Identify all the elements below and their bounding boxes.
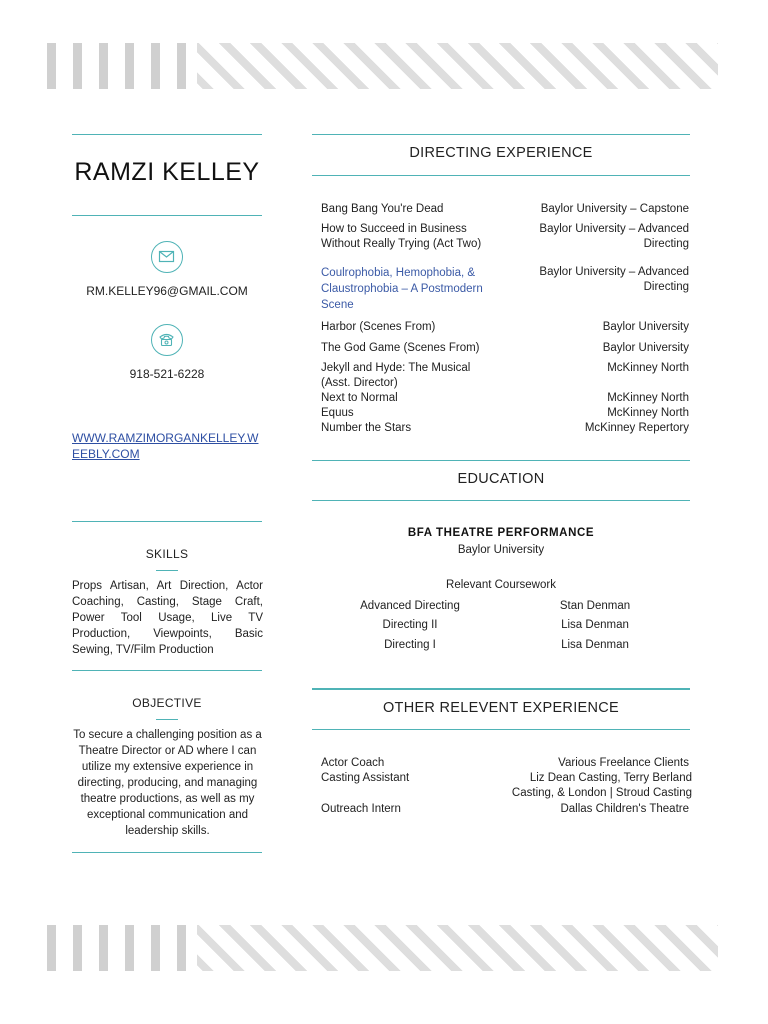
telephone-icon <box>151 324 183 356</box>
divider <box>312 500 690 501</box>
objective-text: To secure a challenging position as a Theatre Director or AD where I can utilize my extensive experience in directing, producing, and managing theatre productions, as well as my exceptional communication and leadership skills. <box>73 729 262 837</box>
experience-org: Liz Dean Casting, Terry Berland Casting, & London | Stroud Casting <box>511 772 692 799</box>
course-name: Directing I <box>384 639 436 651</box>
education-heading: EDUCATION <box>457 471 545 487</box>
divider <box>72 670 262 671</box>
decorative-pattern-top <box>47 43 718 89</box>
directing-venue: McKinney North <box>607 362 689 374</box>
course-instructor: Lisa Denman <box>561 639 629 651</box>
decorative-pattern-bottom <box>47 925 718 971</box>
divider <box>72 134 262 135</box>
course-instructor: Stan Denman <box>559 600 631 612</box>
directing-title: Jekyll and Hyde: The Musical (Asst. Director) <box>321 362 471 389</box>
directing-heading: DIRECTING EXPERIENCE <box>409 145 593 161</box>
course-name: Directing II <box>382 619 438 631</box>
degree: BFA THEATRE PERFORMANCE <box>407 527 595 539</box>
experience-org: Dallas Children's Theatre <box>560 803 689 815</box>
directing-title: How to Succeed in Business Without Really Trying (Act Two) <box>321 223 482 250</box>
directing-venue: McKinney North <box>607 407 689 419</box>
directing-venue: Baylor University <box>602 342 689 354</box>
coursework-heading: Relevant Coursework <box>446 579 556 591</box>
divider <box>72 521 262 522</box>
directing-title: Number the Stars <box>321 422 412 434</box>
divider <box>312 688 690 690</box>
objective-heading: OBJECTIVE <box>132 696 202 710</box>
divider <box>312 175 690 176</box>
divider <box>72 215 262 216</box>
directing-title: Bang Bang You're Dead <box>321 203 444 215</box>
directing-title: Coulrophobia, Hemophobia, & Claustrophobia – A Postmodern Scene <box>321 267 483 311</box>
heading-underline <box>156 570 178 571</box>
email-address[interactable]: RM.KELLEY96@GMAIL.COM <box>86 284 248 298</box>
directing-venue: Baylor University <box>602 321 689 333</box>
directing-venue: McKinney Repertory <box>584 422 689 434</box>
other-experience-heading: OTHER RELEVENT EXPERIENCE <box>382 700 620 716</box>
heading-underline <box>156 719 178 720</box>
skills-heading: SKILLS <box>145 547 189 561</box>
divider <box>312 460 690 461</box>
directing-title: Harbor (Scenes From) <box>321 321 436 333</box>
directing-title: Next to Normal <box>321 392 398 404</box>
directing-venue: Baylor University – Capstone <box>540 203 689 215</box>
experience-role: Outreach Intern <box>321 803 401 815</box>
website-link[interactable]: WWW.RAMZIMORGANKELLEY.WEEBLY.COM <box>72 431 259 461</box>
directing-venue: Baylor University – Advanced Directing <box>539 266 689 293</box>
directing-venue: McKinney North <box>607 392 689 404</box>
divider <box>72 852 262 853</box>
school: Baylor University <box>457 544 545 556</box>
directing-venue: Baylor University – Advanced Directing <box>539 223 689 250</box>
course-instructor: Lisa Denman <box>561 619 629 631</box>
envelope-icon <box>151 241 183 273</box>
divider <box>312 729 690 730</box>
directing-title: Equus <box>321 407 354 419</box>
directing-title: The God Game (Scenes From) <box>321 342 480 354</box>
phone-number: 918-521-6228 <box>129 367 205 381</box>
divider <box>312 134 690 135</box>
experience-role: Actor Coach <box>321 757 385 769</box>
candidate-name: RAMZI KELLEY <box>74 158 260 186</box>
experience-org: Various Freelance Clients <box>558 757 689 769</box>
experience-role: Casting Assistant <box>321 772 410 784</box>
course-name: Advanced Directing <box>360 600 460 612</box>
skills-text: Props Artisan, Art Direction, Actor Coaching, Casting, Stage Craft, Power Tool Usage, Live TV Production, Viewpoints, Basic Sewing, TV/Film Production <box>72 580 263 656</box>
